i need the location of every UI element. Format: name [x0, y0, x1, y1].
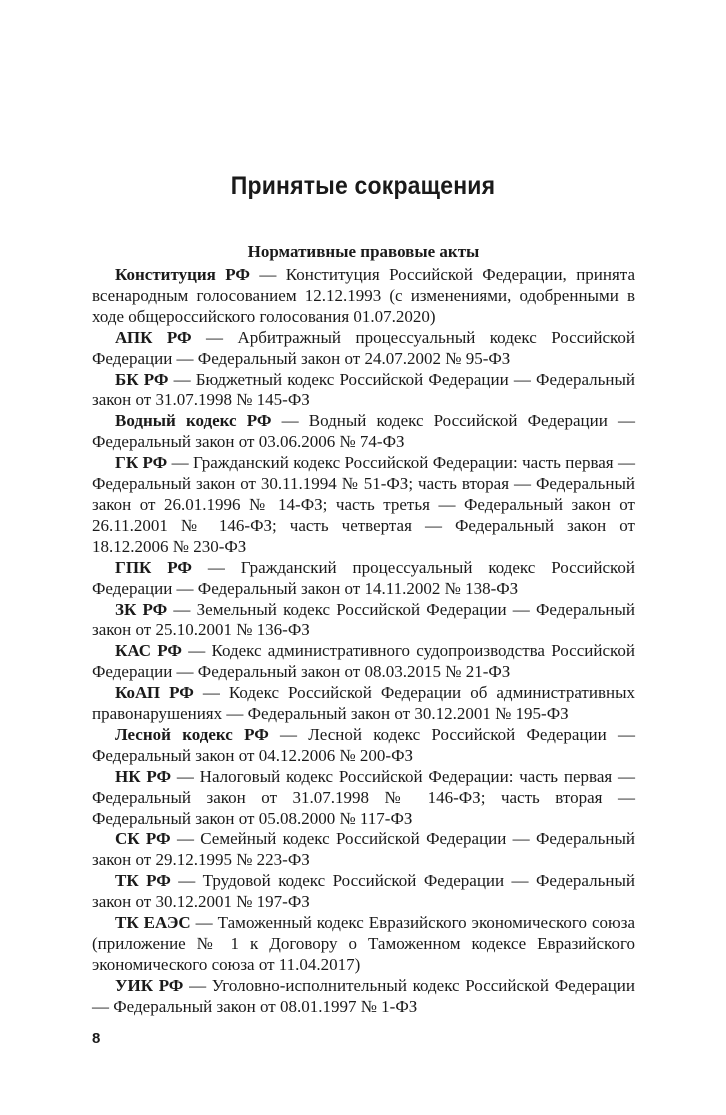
abbreviation-term: СК РФ	[115, 829, 171, 849]
list-item	[92, 558, 635, 600]
abbreviation-definition: — Гражданский кодекс Российской Федерации: часть первая — Федеральный закон от 30.11.1994 № 51-ФЗ; часть вторая — Федеральный закон от 26.01.1996 № 14-ФЗ; часть третья — Федеральный закон от 26.11.2001 № 146-ФЗ; часть четвертая — Федеральный закон от 18.12.2006 № 230-ФЗ	[92, 453, 635, 556]
abbreviation-term: ТК РФ	[115, 871, 171, 891]
list-item	[92, 370, 635, 412]
abbreviation-definition: — Земельный кодекс Российской Федерации — Федеральный закон от 25.10.2001 № 136-ФЗ	[92, 599, 635, 640]
list-item	[92, 976, 635, 1018]
list-item	[92, 767, 635, 830]
list-item	[92, 328, 635, 370]
list-item	[92, 913, 635, 976]
page-title: Принятые сокращения	[230, 172, 496, 200]
list-item	[92, 683, 635, 725]
abbreviation-term: ГК РФ	[115, 453, 168, 473]
list-item	[92, 453, 635, 558]
abbreviation-term: АПК РФ	[115, 327, 192, 347]
abbreviation-term: Водный кодекс РФ	[115, 411, 272, 431]
list-item	[92, 725, 635, 767]
abbreviation-definition: — Налоговый кодекс Российской Федерации: часть первая — Федеральный закон от 31.07.1998 № 146-ФЗ; часть вторая — Федеральный закон от 05.08.2000 № 117-ФЗ	[92, 766, 635, 828]
abbreviation-definition: — Трудовой кодекс Российской Федерации — Федеральный закон от 30.12.2001 № 197-ФЗ	[92, 871, 635, 912]
abbreviation-term: НК РФ	[115, 766, 172, 786]
list-item	[92, 871, 635, 913]
abbreviation-definition: — Водный кодекс Российской Федерации — Федеральный закон от 03.06.2006 № 74-ФЗ	[92, 411, 635, 452]
page-number: 8	[92, 1030, 101, 1047]
abbreviation-definition: — Кодекс Российской Федерации об административных правонарушениях — Федеральный закон от 30.12.2001 № 195-ФЗ	[92, 683, 635, 724]
section-subtitle: Нормативные правовые акты	[247, 242, 480, 261]
abbreviation-term: КАС РФ	[115, 641, 182, 661]
abbreviation-term: ТК ЕАЭС	[115, 913, 191, 933]
list-item	[92, 265, 635, 328]
list-item	[92, 829, 635, 871]
abbreviation-definition: — Уголовно-исполнительный кодекс Российской Федерации — Федеральный закон от 08.01.1997 № 1-ФЗ	[92, 975, 635, 1016]
abbreviation-definition: — Семейный кодекс Российской Федерации — Федеральный закон от 29.12.1995 № 223-ФЗ	[92, 829, 635, 870]
list-item	[92, 411, 635, 453]
abbreviation-term: ГПК РФ	[115, 557, 192, 577]
abbreviation-term: Конституция РФ	[115, 265, 250, 284]
list-item	[92, 600, 635, 642]
abbreviation-definition: — Гражданский процессуальный кодекс Российской Федерации — Федеральный закон от 14.11.2002 № 138-ФЗ	[92, 557, 635, 598]
abbreviation-definition: — Кодекс административного судопроизводства Российской Федерации — Федеральный закон от 08.03.2015 № 21-ФЗ	[92, 641, 636, 682]
abbreviation-term: ЗК РФ	[115, 599, 168, 619]
abbreviation-definition: — Конституция Российской Федерации, принята всенародным голосованием 12.12.1993 (с изменениями, одобренными в ходе общероссийского голосования 01.07.2020)	[92, 265, 635, 326]
list-item	[92, 641, 635, 683]
abbreviation-definition: — Таможенный кодекс Евразийского экономического союза (приложение № 1 к Договору о Таможенном кодексе Евразийского экономического союза от 11.04.2017)	[92, 913, 635, 974]
abbreviation-term: Лесной кодекс РФ	[115, 724, 269, 744]
abbreviation-definition: — Арбитражный процессуальный кодекс Российской Федерации — Федеральный закон от 24.07.2002 № 95-ФЗ	[92, 327, 636, 368]
abbreviation-definition: — Бюджетный кодекс Российской Федерации — Федеральный закон от 31.07.1998 № 145-ФЗ	[92, 369, 636, 410]
abbreviation-term: БК РФ	[115, 369, 169, 389]
abbreviation-list	[92, 265, 635, 1018]
abbreviation-term: УИК РФ	[115, 975, 184, 995]
abbreviation-term: КоАП РФ	[115, 683, 194, 703]
abbreviation-definition: — Лесной кодекс Российской Федерации — Федеральный закон от 04.12.2006 № 200-ФЗ	[92, 724, 636, 765]
